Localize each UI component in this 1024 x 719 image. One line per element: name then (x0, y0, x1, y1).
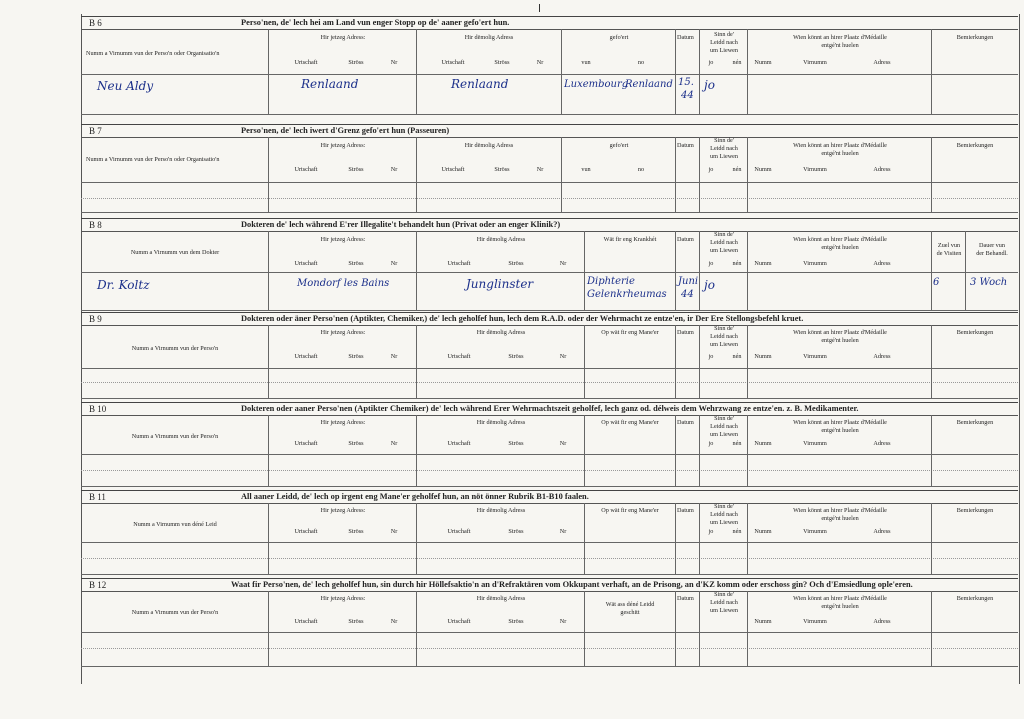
col-demolig-header: Hir dëmolig Adress (464, 34, 514, 41)
entry-jo: jo (704, 278, 715, 292)
col-wien-header: Wien könnt an hirer Plaatz d'Médaille (793, 34, 887, 41)
section-title: Dokteren oder aaner Perso'nen (Aptikter Chemiker) de' lech während Erer Wehrmachtszeit geholfef, lech ganz od. délweis dem Wehrzwang ze entze'en. z. B. Medikamenter. (241, 404, 859, 413)
top-tick-mark (539, 4, 540, 12)
section-title: Perso'nen, de' lech iwert d'Grenz gefo'ert hun (Passeuren) (241, 126, 450, 135)
section-header (81, 312, 1018, 326)
entry-demolig: Junglinster (466, 277, 534, 291)
col-numm-header: Numm a Virnumm vun dem Dokter (130, 249, 220, 256)
col-krankheet-header: Wät fir eng Krankhét (603, 236, 657, 243)
section-code: B 12 (89, 580, 107, 590)
section-header (81, 218, 1018, 232)
entry-zuel: 6 (933, 277, 940, 288)
section-header (81, 16, 1018, 30)
section-code: B 6 (89, 18, 102, 28)
section-title: All aaner Leidd, de' lech op irgent eng Mane'er geholfef hun, an nöt önner Rubrik B1-B10 faalen. (241, 492, 589, 501)
section-code: B 10 (89, 404, 107, 414)
section-title: Waat fir Perso'nen, de' lech geholfef hun, sin durch hir Höllefsaktio'n an d'Refraktären vom Okkupant verhaft, an de Prisong, an d'KZ komm oder erschoss gin? Och d'Emsiedlung ople'eren. (231, 580, 913, 589)
section-title: Dokteren oder äner Perso'nen (Aptikter, Chemiker,) de' lech geholfef hun, lech dem R.A.D. oder der Wehrmacht ze entze'en, ir Der Ere Stellongsbefehl kruet. (241, 314, 804, 323)
section-code: B 9 (89, 314, 102, 324)
section-code: B 7 (89, 126, 102, 136)
col-dauer-header: Dauer vun (979, 242, 1005, 249)
section-header (81, 490, 1018, 504)
entry-krankheet: Diphterie (587, 276, 635, 287)
entry-vun: Luxembourg (564, 79, 629, 90)
section-b8: B 8 Dokteren de' lech während E'rer Illegalite't behandelt hun (Privat oder an enger Klinik?) Numm a Virnumm vun dem Dokter Hir jetzeg Adress: Hir dëmolig Adress Wät fir eng Krankhét Datum Sinn de' Leidd nach um Liewen Wien könnt an hirer Plaatz d'Médaille entgé'nt huelen Zuel vun de Visiten Dauer vun der Behandl. Urtschaft Ströss Nr Urtschaft Ströss Nr jo nén Numm Virnumm Adress Dr. Koltz Mondorf les Bains Junglinster Diphterie Gelenkrheumas Juni 44 jo 6 3 Woch (81, 218, 1018, 312)
entry-jetzeg: Renlaand (301, 77, 359, 91)
entry-no: Renlaand (625, 79, 673, 90)
entry-dauer: 3 Woch (970, 277, 1008, 288)
col-leidd-geschitt-header: Wät ass déné Leidd (605, 601, 655, 608)
section-code: B 8 (89, 220, 102, 230)
col-numm-header: Numm a Virnumm vun der Perso'n oder Organisatio'n (86, 50, 220, 57)
entry-name: Neu Aldy (97, 79, 154, 93)
entry-name: Dr. Koltz (97, 278, 150, 292)
col-sinn-header: Sinn de' (714, 31, 734, 38)
section-header (81, 578, 1018, 592)
section-title: Dokteren de' lech während E'rer Illegalite't behandelt hun (Privat oder an enger Klinik?) (241, 220, 561, 229)
col-jetzeg-header: Hir jetzeg Adress: (320, 34, 366, 41)
entry-jetzeg: Mondorf les Bains (297, 278, 390, 289)
section-header (81, 124, 1018, 138)
col-bemierkungen-header: Bemierkungen (956, 34, 994, 41)
section-header (81, 402, 1018, 416)
section-title: Perso'nen, de' lech hei am Land vun enger Stopp op de' aaner gefo'ert hun. (241, 18, 510, 27)
entry-jo: jo (704, 78, 715, 92)
section-b12: B 12 Waat fir Perso'nen, de' lech geholfef hun, sin durch hir Höllefsaktio'n an d'Refraktären vom Okkupant verhaft, an de Prisong, an d'KZ komm oder erschoss gin? Och d'Emsiedlung ople'eren. Numm a Virnumm vun der Perso'n Hir jetzeg Adress: Hir dëmolig Adress Wät ass déné Leidd geschitt Datum Sinn de' Leidd nach um Liewen Wien könnt an hirer Plaatz d'Médaille entgé'nt huelen Bemierkungen Urtschaft Ströss Nr Urtschaft Ströss Nr Numm Virnumm Adress (81, 578, 1018, 670)
col-gefoert-header: gefo'ert (609, 34, 629, 41)
section-b7: B 7 Perso'nen, de' lech iwert d'Grenz gefo'ert hun (Passeuren) Numm a Virnumm vun der Perso'n oder Organisatio'n Hir jetzeg Adress: Hir dëmolig Adress gefo'ert Datum Sinn de' Leidd nach um Liewen Wien könnt an hirer Plaatz d'Médaille entgé'nt huelen Bemierkungen Urtschaft Ströss Nr Urtschaft Ströss Nr vun no jo nén Numm Virnumm Adress (81, 124, 1018, 216)
entry-datum: 15. (678, 77, 694, 88)
section-code: B 11 (89, 492, 106, 502)
col-datum-header: Datum (677, 34, 694, 41)
section-b10: B 10 Dokteren oder aaner Perso'nen (Aptikter Chemiker) de' lech während Erer Wehrmachtszeit geholfef, lech ganz od. délweis dem Wehrzwang ze entze'en. z. B. Medikamenter. Numm a Virnumm vun der Perso'n Hir jetzeg Adress: Hir dëmolig Adress Op wät fir eng Mane'er Datum Sinn de' Leidd nach um Liewen Wien könnt an hirer Plaatz d'Médaille entgé'nt huelen Bemierkungen Urtschaft Ströss Nr Urtschaft Ströss Nr jo nén Numm Virnumm Adress (81, 402, 1018, 490)
section-b11: B 11 All aaner Leidd, de' lech op irgent eng Mane'er geholfef hun, an nöt önner Rubrik B1-B10 faalen. Numm a Virnumm vun déné Leid Hir jetzeg Adress: Hir dëmolig Adress Op wät fir eng Mane'er Datum Sinn de' Leidd nach um Liewen Wien könnt an hirer Plaatz d'Médaille entgé'nt huelen Bemierkungen Urtschaft Ströss Nr Urtschaft Ströss Nr jo nén Numm Virnumm Adress (81, 490, 1018, 576)
section-b6: B 6 Perso'nen, de' lech hei am Land vun enger Stopp op de' aaner gefo'ert hun. Numm a Virnumm vun der Perso'n oder Organisatio'n Hir jetzeg Adress: Hir dëmolig Adress gefo'ert Datum Sinn de' Leidd nach um Liewen Wien könnt an hirer Plaatz d'Médaille entgé'nt huelen Bemierkungen Urtschaft Ströss Nr Urtschaft Ströss Nr vun no jo nén Numm Virnumm Adress Neu Aldy Renlaand Renlaand Luxembourg Renlaand 15. 44 jo (81, 16, 1018, 124)
section-b9: B 9 Dokteren oder äner Perso'nen (Aptikter, Chemiker,) de' lech geholfef hun, lech dem R.A.D. oder der Wehrmacht ze entze'en, ir Der Ere Stellongsbefehl kruet. Numm a Virnumm vun der Perso'n Hir jetzeg Adress: Hir dëmolig Adress Op wät fir eng Mane'er Datum Sinn de' Leidd nach um Liewen Wien könnt an hirer Plaatz d'Médaille entgé'nt huelen Bemierkungen Urtschaft Ströss Nr Urtschaft Ströss Nr jo nén Numm Virnumm Adress (81, 312, 1018, 400)
col-maneer-header: Op wät fir eng Mane'er (601, 329, 659, 336)
entry-demolig: Renlaand (451, 77, 509, 91)
col-zuel-header: Zuel vun (937, 242, 961, 249)
entry-datum: Juni (678, 276, 699, 287)
